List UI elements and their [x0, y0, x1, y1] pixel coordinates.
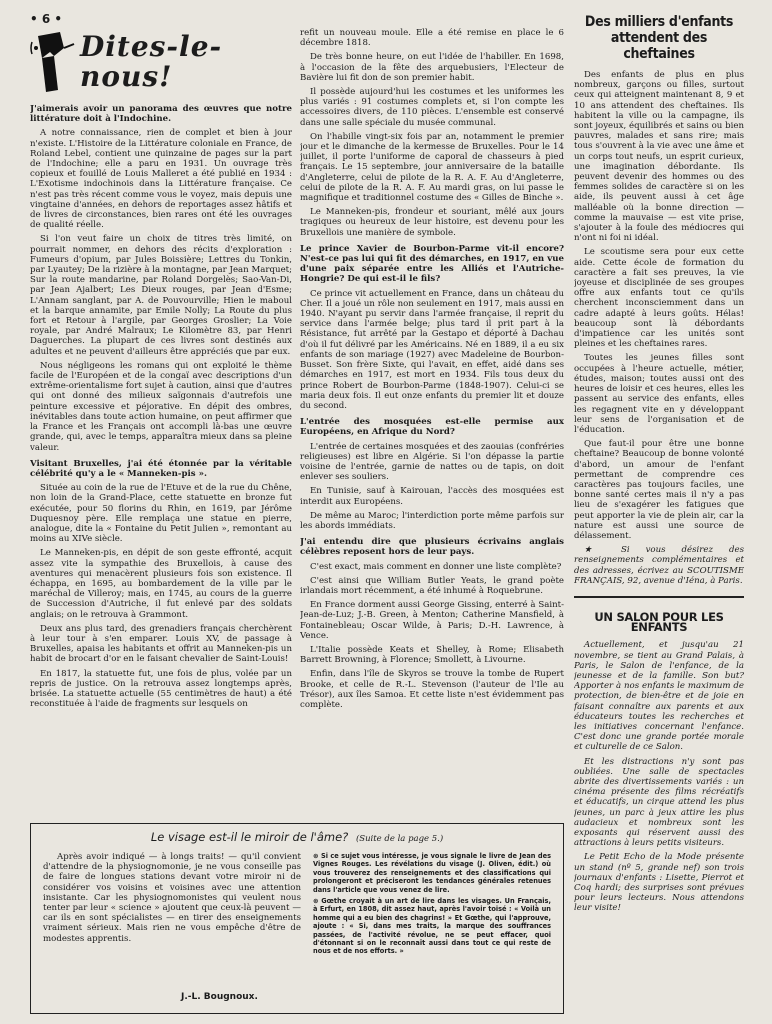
question: J'ai entendu dire que plusieurs écrivains anglais célèbres reposent hors de leur pays.: [300, 537, 564, 558]
column-left: [30, 28, 292, 818]
answer-paragraph: C'est ainsi que William Butler Yeats, le grand poète irlandais mort récemment, a été inhumé à Roquebrune.: [300, 575, 564, 596]
divider: [574, 596, 744, 598]
answer-paragraph: Le Manneken-pis, en dépit de son geste effronté, acquit assez vite la sympathie des Bruxellois, à cause des aventures qui menacèrent plusieurs fois son existence. Il échappa, en 1695, au bombardement de la ville par le maréchal de Villeroy; mais, en 1745, au cours de la guerre de Succession d'Autriche, il fut enlevé par des soldats anglais; on le retrouva à Grammont.: [30, 548, 292, 620]
article-title: UN SALON POUR LES ENFANTS: [594, 609, 724, 635]
column-middle: [300, 28, 564, 818]
column-right: [574, 10, 744, 1015]
answer-paragraph: refit un nouveau moule. Elle a été remise en place le 6 décembre 1818.: [300, 28, 564, 49]
answer-paragraph: L'entrée de certaines mosquées et des zaouias (confréries religieuses) est libre en Algérie. Si l'on dépasse la partie voisine de l'entrée, garnie de nattes ou de tapis, on doit enlever ses souliers.: [300, 441, 564, 483]
answer-paragraph: Ce prince vit actuellement en France, dans un château du Cher. Il a joué un rôle non seulement en 1917, mais aussi en 1940. N'ayant pu servir dans l'armée française, il reprit du service dans l'armée belge; plus tard il prit part à la Résistance, fut arrêté par la Gestapo et déporté à Dachau d'où il fut délivré par les Américains. Né en 1889, il a eu six enfants de son mariage (1927) avec Madeleine de Bourbon-Busset. Son frère Sixte, qui l'avait, en effet, aidé dans ses démarches en 1917, est mort en 1934. Fils tous deux du prince Robert de Bourbon-Parme (1848-1907). Celui-ci se maria deux fois. Il eut onze enfants du premier lit et douze du second.: [300, 288, 564, 411]
question: J'aimerais avoir un panorama des œuvres que notre littérature doit à l'Indochine.: [30, 104, 292, 125]
box-title-line: [31, 830, 563, 844]
article-paragraph: Le scoutisme sera pour eux cette aide. Cette école de formation du caractère a fait ses preuves, la vie joyeuse et disciplinée de ses groupes offre aux enfants tout ce qu'ils cherchent inconsciemment dans un cadre adapté à leurs goûts. Hélas! beaucoup sont là débordants d'impatience car les unités sont pleines et les cheftaines rares.: [574, 247, 744, 350]
answer-paragraph: De très bonne heure, on eut l'idée de l'habiller. En 1698, à l'occasion de la fête des arquebusiers, l'Electeur de Bavière lui fit don de son premier habit.: [300, 52, 564, 83]
article-paragraph: Et les distractions n'y sont pas oubliées. Une salle de spectacles abrite des divertissements variés : un cinéma présente des films récréatifs et éducatifs, un cirque attend les plus jeunes, un parc à jeux attire les plus audacieux et nombreux sont les exposants qui réservent aussi des attractions à leurs petits visiteurs.: [574, 756, 744, 849]
answer-paragraph: De même au Maroc; l'interdiction porte même parfois sur les abords immédiats.: [300, 510, 564, 531]
box-body: [43, 852, 301, 944]
section-header: [30, 28, 292, 98]
answer-paragraph: Si l'on veut faire un choix de titres très limité, on pourrait nommer, en dehors des récits d'exploration : Fumeurs d'opium, par Jules Boissière; Lettres du Tonkin, par Lyautey; De la rizière à la montagne, par Jean Marquet; Sur la route mandarine, par Roland Dorgelès; Sao-Van-Di, par Jean Ajalbert; Les Dieux rouges, par Jean d'Esme; L'Annam sanglant, par A. de Pouvourville; Hien le maboul et la barque annamite, par Emile Nolly; La Route du plus fort et Retour à l'argile, par Georges Groslier; La Voie royale, par André Malraux; Le Kilomètre 83, par Henri Daguerches. La plupart de ces livres sont destinés aux adultes et ne peuvent d'ailleurs être appréciés que par eux.: [30, 234, 292, 357]
answer-paragraph: Enfin, dans l'île de Skyros se trouve la tombe de Rupert Brooke, et celle de R.-L. Stevenson (l'auteur de l'Ile au Trésor), aux îles Samoa. Et cette liste n'est évidemment pas complète.: [300, 669, 564, 710]
answer-paragraph: On l'habille vingt-six fois par an, notamment le premier jour et le dimanche de la kermesse de Bruxelles. Pour le 14 juillet, il porte l'uniforme de caporal de chasseurs à pied français. Le 15 septembre, jour anniversaire de la bataille d'Angleterre, celui de pilote de la R. A. F. Au d'Angleterre, celui de pilote de la R. A. F. Au mardi gras, on lui passe le magnifique et traditionnel costume des « Gilles de Binche ».: [300, 131, 564, 204]
article-paragraph: Le Petit Echo de la Mode présente un stand (nº 5, grande nef) son trois journaux d'enfants : Lisette, Pierrot et Coq hardi; des surprises sont prévues pour leurs lecteurs. Nous attendons leur visite!: [574, 852, 744, 914]
answer-paragraph: Le Manneken-pis, frondeur et souriant, mêlé aux jours tragiques ou heureux de leur histoire, est devenu pour les Bruxellois une manière de symbole.: [300, 207, 564, 238]
answer-paragraph: Il possède aujourd'hui les costumes et les uniformes les plus variés : 91 costumes complets et, si l'on compte les accessoires divers, de 110 pièces. L'ensemble est conservé dans une salle spéciale du musée communal.: [300, 87, 564, 128]
answer-paragraph: Deux ans plus tard, des grenadiers français cherchèrent à leur tour à s'en emparer. Louis XV, de passage à Bruxelles, apaisa les habitants et offrit au Manneken-pis un habit de brocart d'or en le faisant chevalier de Saint-Louis!: [30, 623, 292, 665]
article-paragraph: Que faut-il pour être une bonne cheftaine? Beaucoup de bonne volonté d'abord, un amour de l'enfant permettant de comprendre ces caractères pas toujours faciles, une bonne santé certes mais il n'y a pas lieu de s'exagérer les fatigues que peut apporter la vie de plein air, car la nature est aussi une source de délassement.: [574, 439, 744, 541]
box-title: Le visage est-il le miroir de l'âme?: [150, 830, 349, 844]
answer-paragraph: C'est exact, mais comment en donner une liste complète?: [310, 561, 562, 572]
box-paragraph: Après avoir indiqué — à longs traits! — qu'il convient d'attendre de la physiognomonie, je ne vous conseille pas de faire de longues stations devant votre miroir ni de considérer vos voisins et voisines avec une attention insistante. Car les physiognomonistes qui veulent nous tenter par leur « science » ajoutent que ceux-là peuvent — car ils en sont spécialistes — en tirer des enseignements vraiment sérieux. Mais rien ne vous empêche d'être de modestes apprentis.: [43, 852, 301, 944]
box-note: ⊛ Gœthe croyait à un art de lire dans les visages. Un Français, à Erfurt, en 1808, dit assez haut, après l'avoir toisé : « Voilà un homme qui a eu bien des chagrins! » Et Gœthe, qui l'approuve, ajoute : « Si, dans mes traits, la marque des souffrances passées, de l'activité révolue, ne se peut effacer, quoi d'étonnant si on le reconnaît aussi dans tout ce qui reste de nous et de nos efforts. »: [313, 897, 551, 956]
answer-paragraph: A notre connaissance, rien de complet et bien à jour n'existe. L'Histoire de la Littérature coloniale en France, de Roland Lebel, contient une quinzaine de pages sur la part de l'Indochine; elle a paru en 1931. Un ouvrage très copieux et fouillé de Louis Malleret a été publié en 1934 : L'Exotisme indochinois dans la Littérature française. Ce n'est pas très récent comme vous le voyez, mais depuis une vingtaine d'années, en dehors de reportages assez hâtifs et de livres de circonstances, bien rares ont été les ouvrages de qualité réelle.: [30, 128, 292, 231]
article-paragraph: Actuellement, et jusqu'au 21 novembre, se tient au Grand Palais, à Paris, le Salon de l'enfance, de la jeunesse et de la famille. Son but? Apporter à nos enfants le maximum de protection, de bien-être et de joie en faisant connaître aux parents et aux éducateurs toutes les recherches et les initiatives concernant l'enfance. C'est donc une grande portée morale et culturelle de ce Salon.: [574, 640, 744, 753]
box-notes: [313, 852, 551, 959]
box-reference: (Suite de la page 5.): [355, 834, 444, 844]
article-paragraph: Des enfants de plus en plus nombreux, garçons ou filles, surtout ceux qui atteignent maintenant 8, 9 et 10 ans attendent des cheftaines. Ils habitent la ville ou la campagne, ils sont joyeux, équilibrés et sains ou bien pauvres, malades et sans rire; mais tous s'ouvrent à la vie avec une âme et un corps tout neufs, un esprit curieux, une imagination débordante. Ils peuvent devenir des hommes ou des femmes solides de caractère si on les aide, ils peuvent aussi à cet âge malléable où la bonne direction — comme la mauvaise — est vite prise, s'ajouter à la foule des médiocres qui n'ont ni foi ni idéal.: [574, 70, 744, 244]
answer-paragraph: Située au coin de la rue de l'Etuve et de la rue du Chêne, non loin de la Grand-Place, cette statuette en bronze fut exécutée, pour 50 florins du Rhin, en 1619, par Jérôme Duquesnoy père. Elle remplaça une statue en pierre, analogue, dite la « Fontaine du Petit Julien », remontant au moins au XIVe siècle.: [30, 483, 292, 545]
info-note: ★ Si vous désirez des renseignements complémentaires et des adresses, écrivez au SCOUTISME FRANÇAIS, 92, avenue d'Iéna, à Paris.: [574, 545, 744, 586]
question: L'entrée des mosquées est-elle permise aux Européens, en Afrique du Nord?: [300, 417, 564, 438]
column-title: Dites-le-nous!: [80, 30, 223, 93]
question: Le prince Xavier de Bourbon-Parme vit-il encore? N'est-ce pas lui qui fit des démarches, en 1917, en vue d'une paix séparée entre les Alliés et l'Autriche-Hongrie? De qui est-il le fils?: [300, 243, 564, 285]
answer-paragraph: En Tunisie, sauf à Kairouan, l'accès des mosquées est interdit aux Européens.: [300, 486, 564, 507]
answer-paragraph: En France dorment aussi George Gissing, enterré à Saint-Jean-de-Luz; J.-B. Green, à Menton; Catherine Mansfield, à Fontainebleau; Oscar Wilde, à Paris; D.-H. Lawrence, à Vence.: [300, 600, 564, 641]
answer-paragraph: L'Italie possède Keats et Shelley, à Rome; Elisabeth Barrett Browning, à Florence; Smollett, à Livourne.: [300, 644, 564, 666]
page-number: • 6 •: [30, 12, 63, 26]
speaker-figure-icon: [30, 28, 76, 98]
signature: J.-L. Bougnoux.: [181, 992, 258, 1002]
article-paragraph: Toutes les jeunes filles sont occupées à l'heure actuelle, métier, études, maison; toutes aussi ont des heures de loisir et ces heures, elles les passent au service des enfants, elles les regagnent vite en y développant leur sens de l'organisation et de l'éducation.: [574, 353, 744, 435]
box-note: ⊛ Si ce sujet vous intéresse, je vous signale le livre de Jean des Vignes Rouges. Les révélations du visage (J. Oliven, édit.) où vous trouverez des renseignements et des classifications qui prolongeront et préciseront les tendances générales retenues dans l'article que vous venez de lire.: [313, 852, 551, 894]
answer-paragraph: En 1817, la statuette fut, une fois de plus, volée par un repris de justice. On la retrouva assez longtemps après, brisée. La statuette actuelle (55 centimètres de haut) a été reconstituée à l'aide de fragments sur lesquels on: [30, 668, 292, 710]
question: Visitant Bruxelles, j'ai été étonnée par la véritable célébrité qu'y a le « Manneken-pis ».: [30, 458, 292, 479]
boxed-article: [30, 823, 564, 1014]
answer-paragraph: Nous négligeons les romans qui ont exploité le thème facile de l'Européen et de la congaï avec descriptions d'un extrême-orientalisme fort sujet à caution, ainsi que d'autres qui ont donné des milieux saïgonnais d'autrefois une peinture excessive et péjorative. En dépit des ombres, inévitables dans toute action humaine, on peut affirmer que la France et les Français ont accompli là-bas une œuvre grande, qui, avec le temps, apparaîtra mieux dans sa pleine valeur.: [30, 360, 292, 453]
article-title: Des milliers d'enfants attendent des cheftaines: [584, 14, 734, 62]
